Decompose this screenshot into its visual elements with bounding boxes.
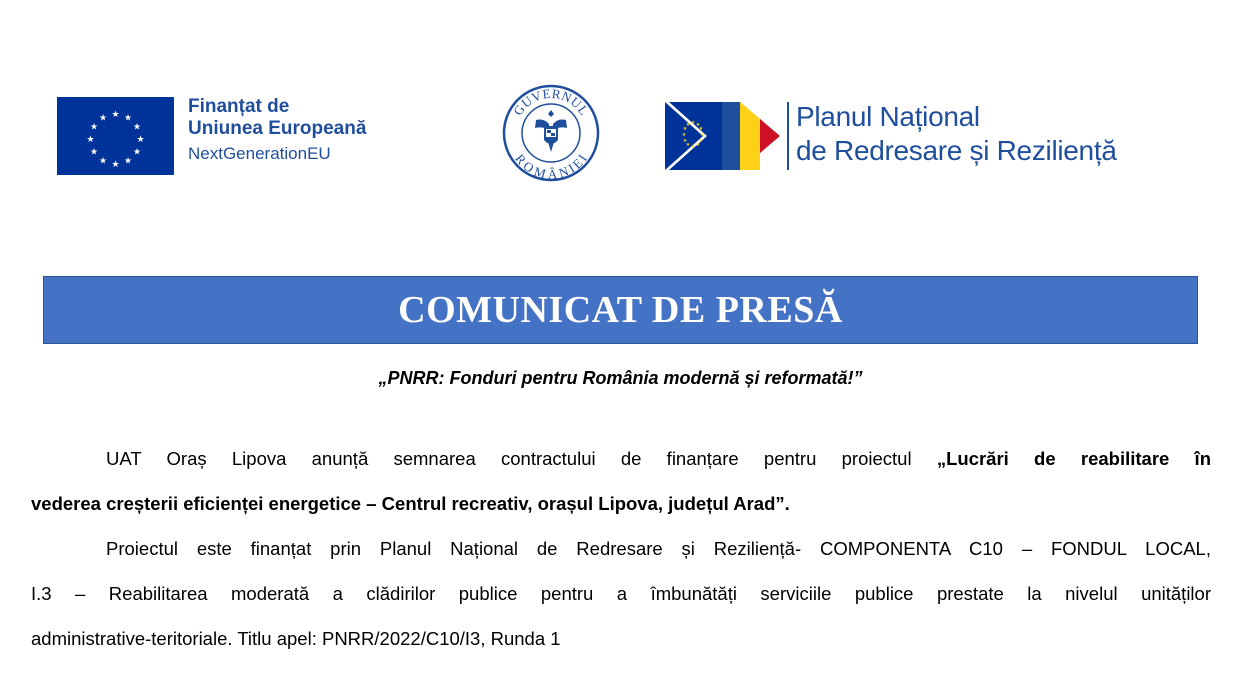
press-release-body (31, 436, 1211, 661)
eu-logo-line3: NextGenerationEU (188, 144, 331, 163)
paragraph-2 (31, 526, 1211, 661)
paragraph-2-line-3: administrative-teritoriale. Titlu apel: PNRR/2022/C10/I3, Runda 1 (31, 628, 561, 649)
svg-text:★: ★ (86, 135, 95, 145)
pnrr-flag-arrow-icon (665, 102, 785, 170)
svg-text:★: ★ (690, 144, 696, 150)
seal-text-bottom: ROMÂNIEI (512, 151, 591, 182)
svg-text:★: ★ (699, 132, 705, 138)
pnrr-logo-text (796, 100, 1117, 168)
eu-funding-logo (57, 96, 417, 176)
svg-text:★: ★ (685, 122, 691, 128)
paragraph-2-line-2: I.3 – Reabilitarea moderată a clădirilor publice pentru a îmbunătăți serviciile publice prestate la nivelul unităților (31, 583, 1211, 604)
paragraph-1 (31, 436, 1211, 526)
eu-flag-icon (57, 97, 174, 175)
svg-text:★: ★ (682, 138, 688, 144)
pnrr-logo-line2: de Redresare și Reziliență (796, 135, 1117, 166)
svg-text:★: ★ (695, 142, 701, 148)
svg-text:★: ★ (698, 138, 704, 144)
pnrr-logo (665, 100, 1185, 172)
svg-text:★: ★ (98, 156, 108, 167)
svg-text:★: ★ (123, 156, 133, 167)
svg-text:★: ★ (132, 147, 142, 158)
svg-text:★: ★ (698, 126, 704, 132)
svg-text:★: ★ (681, 132, 687, 138)
eu-logo-line2: Uniunea Europeană (188, 118, 367, 139)
pnrr-divider (787, 102, 789, 170)
svg-text:★: ★ (132, 122, 142, 133)
eu-logo-line1: Finanțat de (188, 96, 290, 117)
paragraph-1-line-1 (31, 436, 1211, 481)
paragraph-2-line-1: Proiectul este finanțat prin Planul Național de Redresare și Reziliență- COMPONENTA C10 – FONDUL LOCAL, (106, 538, 1211, 559)
svg-text:★: ★ (111, 110, 120, 120)
project-title-part-1: „Lucrări de reabilitare în (936, 448, 1211, 469)
press-release-banner (43, 276, 1198, 344)
page-title: COMUNICAT DE PRESĂ (398, 289, 843, 331)
svg-text:★: ★ (682, 126, 688, 132)
pnrr-logo-line1: Planul Național (796, 101, 980, 132)
svg-text:★: ★ (690, 120, 696, 126)
government-seal-logo (502, 84, 600, 182)
svg-text:★: ★ (111, 160, 120, 170)
project-title-part-2: vederea creșterii eficienței energetice – Centrul recreativ, orașul Lipova, județul Arad”. (31, 493, 790, 514)
paragraph-1-intro: UAT Oraș Lipova anunță semnarea contractului de finanțare pentru proiectul (106, 448, 937, 469)
svg-text:★: ★ (685, 142, 691, 148)
svg-text:★: ★ (695, 122, 701, 128)
svg-text:★: ★ (89, 147, 99, 158)
guvernul-romaniei-seal-icon (502, 84, 600, 182)
svg-text:★: ★ (89, 122, 99, 133)
svg-text:★: ★ (98, 113, 108, 124)
slogan: „PNRR: Fonduri pentru România modernă și reformată!” (378, 368, 863, 388)
seal-text-top: GUVERNUL (510, 85, 592, 119)
svg-text:★: ★ (123, 113, 133, 124)
svg-text:★: ★ (136, 135, 145, 145)
eu-logo-text (188, 96, 428, 168)
